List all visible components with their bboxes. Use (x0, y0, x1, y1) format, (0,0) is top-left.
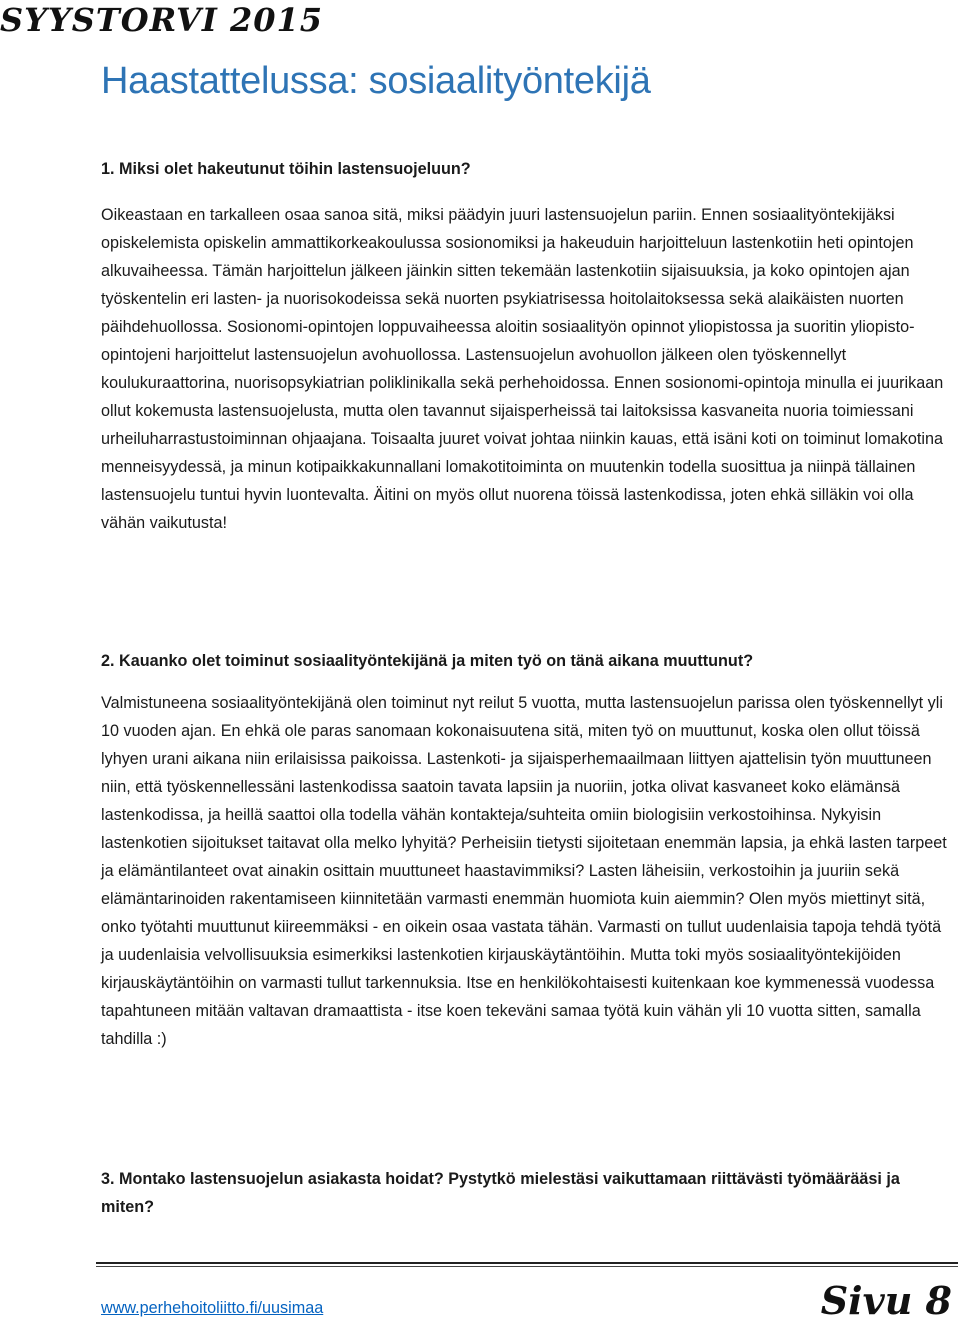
question-3: 3. Montako lastensuojelun asiakasta hoidat? Pystytkö mielestäsi vaikuttamaan riittävästi työmäärääsi ja miten? (101, 1170, 900, 1216)
footer-divider-thin (96, 1266, 958, 1267)
answer-2: Valmistuneena sosiaalityöntekijänä olen toiminut nyt reilut 5 vuotta, mutta lastensuojelun parissa olen työskennellyt yli 10 vuoden ajan. En ehkä ole paras sanomaan kokonaisuutena sitä, miten työ on muuttunut, koska olen ollut töissä lyhyen urani aikana niin erilaisissa paikoissa. Lastenkoti- ja sijaisperhemaailmaan liittyen ajattelisin työn muuttuneen niin, että työskennellessäni lastenkodissa saatoin tavata lapsiin ja nuoriin, jotka olivat kasvaneet koko elämänsä lastenkodissa, ja heillä saattoi olla todella vähän kontakteja/suhteita omiin biologisiin verkostoihinsa. Nykyisin lastenkotien sijoitukset taitavat olla melko lyhyitä? Perheisiin tietysti sijoitetaan enemmän lapsia, ja ehkä lasten tarpeet ja elämäntilanteet ovat ainakin osittain muuttuneet haastavimmiksi? Lasten läheisiin, verkostoihin ja juuriin sekä elämäntarinoiden rakentamiseen kiinnitetään varmasti enemmän huomiota kuin aiemmin? Olen myös miettinyt sitä, onko työtahti muuttunut kiireemmäksi - en oikein osaa vastata tähän. Varmasti on tullut uudenlaisia tapoja tehdä työtä ja uudenlaisia velvollisuuksia esimerkiksi lastenkotien kirjauskäytäntöihin. Mutta toki myös sosiaalityöntekijöiden kirjauskäytäntöihin on varmasti tullut tarkennuksia. Itse en henkilökohtaisesti kuitenkaan koe kymmenessä vuodessa tapahtuneen mitään valtavan dramaattista - itse koen tekeväni samaa työtä kuin vähän yli 10 vuotta sitten, samalla tahdilla :) (101, 694, 947, 1048)
answer-1: Oikeastaan en tarkalleen osaa sanoa sitä, miksi päädyin juuri lastensuojelun pariin. Ennen sosiaalityöntekijäksi opiskelemista opiskelin ammattikorkeakoulussa sosionomiksi ja hakeuduin harjoitteluun lastenkotiin heti opintojen alkuvaiheessa. Tämän harjoittelun jälkeen jäinkin sitten tekemään lastenkotiin sijaisuuksia, ja koko opintojen ajan työskentelin eri lasten- ja nuorisokodeissa sekä nuorten psykiatrisessa hoitolaitoksessa sekä alaikäisten nuorten päihdehuollossa. Sosionomi-opintojen loppuvaiheessa aloitin sosiaalityön opinnot yliopistossa ja suoritin yliopisto-opintojeni harjoittelut lastensuojelun avohuollossa. Lastensuojelun avohuollon jälkeen olen työskennellyt koulukuraattorina, nuorisopsykiatrian poliklinikalla sekä perhehoidossa. Ennen sosionomi-opintoja minulla ei juurikaan ollut kokemusta lastensuojelusta, mutta olen tavannut sijaisperheissä tai laitoksissa kasvaneita nuoria toimiessani urheiluharrastustoiminnan ohjaajana. Toisaalta juuret voivat johtaa niinkin kauas, että isäni koti on toiminut lomakotina menneisyydessä, ja minun kotipaikkakunnallani lomakotitoiminta on muutenkin todella suosittua ja niinpä tällainen lastensuojelu tuntui hyvin luontevalta. Äitini on myös ollut nuorena töissä lastenkodissa, joten ehkä silläkin voi olla vähän vaikutusta! (101, 206, 944, 532)
page-number: Sivu 8 (820, 1278, 952, 1323)
question-2: 2. Kauanko olet toiminut sosiaalityöntekijänä ja miten työ on tänä aikana muuttunut? (101, 652, 754, 670)
question-1: 1. Miksi olet hakeutunut töihin lastensuojeluun? (101, 160, 471, 178)
page-title: Haastattelussa: sosiaalityöntekijä (101, 60, 651, 102)
website-link[interactable]: www.perhehoitoliitto.fi/uusimaa (101, 1299, 324, 1317)
footer-divider (96, 1262, 958, 1264)
magazine-title: SYYSTORVI 2015 (0, 1, 324, 39)
